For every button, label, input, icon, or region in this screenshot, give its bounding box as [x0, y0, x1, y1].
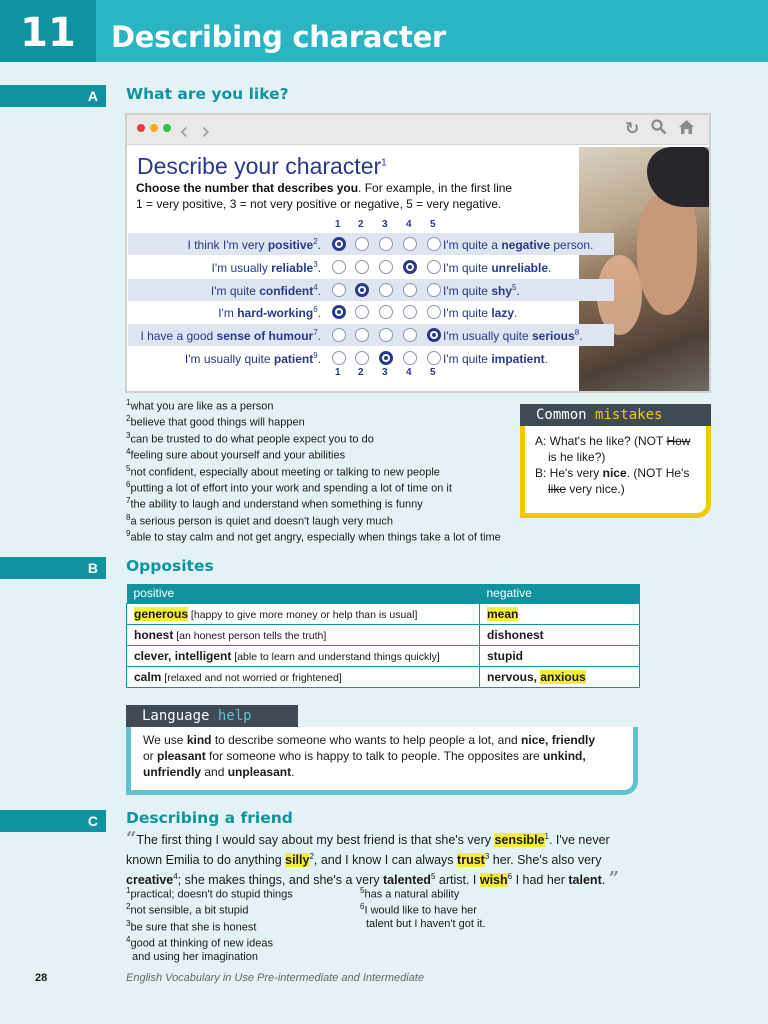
column-header-positive: positive	[127, 584, 480, 603]
scale-number-top: 2	[358, 219, 364, 230]
scale-number-bottom: 3	[382, 367, 388, 378]
rating-radio[interactable]	[379, 351, 393, 365]
book-title: English Vocabulary in Use Pre-intermediate and Intermediate	[126, 972, 424, 984]
positive-cell: generous [happy to give more money or help than is usual]	[127, 603, 480, 624]
scale-number-bottom: 2	[358, 367, 364, 378]
footnote-item: $^3$can be trusted to do what people expect you to do	[126, 430, 374, 446]
language-help-title: Language help	[126, 705, 298, 727]
rating-radio[interactable]	[427, 237, 441, 251]
unit-number: 11	[0, 0, 96, 62]
negative-cell: dishonest	[480, 624, 640, 645]
section-c-title: Describing a friend	[126, 809, 293, 827]
positive-cell: clever, intelligent [able to learn and understand things quickly]	[127, 645, 480, 666]
table-row	[127, 666, 640, 687]
rating-radio[interactable]	[427, 283, 441, 297]
quiz-row-negative: I'm quite unreliable.	[443, 260, 552, 275]
positive-cell: calm [relaxed and not worried or frightened]	[127, 666, 480, 687]
footnote-item: $^4$feeling sure about yourself and your abilities	[126, 447, 346, 462]
rating-radio[interactable]	[379, 237, 393, 251]
rating-radio[interactable]	[427, 305, 441, 319]
rating-radio[interactable]	[332, 351, 346, 365]
footnote-item: $^1$what you are like as a person	[126, 398, 274, 413]
column-header-negative: negative	[480, 584, 640, 603]
page-title: Describing character	[111, 20, 446, 54]
negative-cell: mean	[480, 603, 640, 624]
rating-radio[interactable]	[332, 283, 346, 297]
rating-radio[interactable]	[332, 260, 346, 274]
rating-radio[interactable]	[355, 305, 369, 319]
quiz-title: Describe your character$^1$	[137, 153, 387, 179]
quiz-row-negative: I'm quite a negative person.	[443, 238, 594, 252]
rating-radio[interactable]	[403, 283, 417, 297]
scale-number-top: 3	[382, 219, 388, 230]
table-row	[127, 624, 640, 645]
forward-icon[interactable]: ›	[201, 117, 211, 145]
quiz-row-positive: I have a good sense of humour$^7$.	[140, 328, 321, 344]
rating-radio[interactable]	[355, 260, 369, 274]
open-quote-icon: “	[126, 828, 137, 849]
rating-radio[interactable]	[403, 260, 417, 274]
negative-cell: nervous, anxious	[480, 666, 640, 687]
home-icon[interactable]	[678, 119, 695, 140]
footnote-item: $^9$able to stay calm and not get angry, especially when things take a lot of time	[126, 529, 501, 544]
footnote-item: $^2$not sensible, a bit stupid	[126, 902, 249, 918]
mistake-line-a: A: What's he like? (NOT How	[535, 434, 691, 448]
rating-radio[interactable]	[355, 237, 369, 251]
photo-man-face	[637, 195, 697, 315]
mistake-line-b2: like very nice.)	[548, 482, 625, 496]
quiz-row-positive: I'm usually quite patient$^9$.	[184, 351, 321, 366]
quiz-row-negative: I'm quite lazy.	[443, 306, 518, 321]
scale-number-bottom: 4	[406, 367, 412, 378]
negative-cell: stupid	[480, 645, 640, 666]
back-icon[interactable]: ‹	[179, 117, 189, 145]
rating-radio[interactable]	[403, 237, 417, 251]
browser-window	[125, 113, 711, 393]
footnote-item: $^7$the ability to laugh and understand when something is funny	[126, 496, 423, 512]
rating-radio[interactable]	[427, 351, 441, 365]
footnote-item: $^5$not confident, especially about meeting or talking to new people	[126, 463, 440, 479]
minimize-dot[interactable]	[150, 124, 158, 132]
footnote-item: $^2$believe that good things will happen	[126, 414, 305, 430]
footnote-item: $^3$be sure that she is honest	[126, 918, 257, 934]
section-a-tab: A	[0, 85, 106, 107]
footnote-item: $^5$has a natural ability	[360, 886, 460, 901]
quiz-row-positive: I'm hard-working$^6$.	[218, 305, 321, 321]
scale-number-top: 1	[335, 219, 341, 230]
search-icon[interactable]	[651, 119, 667, 140]
quiz-row-negative: I'm quite impatient.	[443, 352, 548, 366]
section-a-title: What are you like?	[126, 85, 289, 103]
rating-radio[interactable]	[379, 283, 393, 297]
rating-radio[interactable]	[403, 305, 417, 319]
rating-radio[interactable]	[427, 260, 441, 274]
common-mistakes-box	[520, 426, 711, 518]
quiz-row-negative: I'm quite shy$^5$.	[443, 282, 520, 298]
quiz-instruction-line2: 1 = very positive, 3 = not very positive or negative, 5 = very negative.	[136, 197, 502, 211]
scale-number-top: 5	[430, 219, 436, 230]
browser-toolbar	[127, 115, 709, 145]
rating-radio[interactable]	[355, 351, 369, 365]
common-mistakes-title: Common mistakes	[520, 404, 711, 426]
rating-radio[interactable]	[403, 351, 417, 365]
opposites-table	[126, 584, 640, 688]
friend-paragraph: “The first thing I would say about my best friend is that she's very sensible$^1$. I've never known Emilia to do anything silly$^2$, and I know I can always trust$^3$ her. She's also very creative$^4$; she makes things, and she's a very talented$^5$ artist. I wish$^6$ I had her talent. ”	[126, 828, 620, 890]
rating-radio[interactable]	[332, 237, 346, 251]
scale-number-top: 4	[406, 219, 412, 230]
positive-cell: honest [an honest person tells the truth]	[127, 624, 480, 645]
scale-number-bottom: 1	[335, 367, 341, 378]
language-help-box: We use kind to describe someone who wants to help people a lot, and nice, friendly or pleasant for someone who is happy to talk to people. The opposites are unkind, unfriendly and unpleasant.	[126, 727, 638, 795]
maximize-dot[interactable]	[163, 124, 171, 132]
table-row	[127, 603, 640, 624]
quiz-row-negative: I'm usually quite serious$^8$.	[443, 328, 583, 344]
rating-radio[interactable]	[332, 305, 346, 319]
footnote-item: $^4$good at thinking of new ideas and using her imagination	[126, 935, 273, 963]
page-number: 28	[35, 972, 48, 984]
rating-radio[interactable]	[379, 260, 393, 274]
rating-radio[interactable]	[379, 305, 393, 319]
section-b-tab: B	[0, 557, 106, 579]
close-quote-icon: ”	[608, 868, 620, 890]
footnote-item: $^8$a serious person is quiet and doesn't laugh very much	[126, 512, 394, 528]
footnote-item: $^6$putting a lot of effort into your work and spending a lot of time on it	[126, 480, 452, 495]
section-c-tab: C	[0, 810, 106, 832]
section-b-title: Opposites	[126, 557, 214, 575]
close-dot[interactable]	[137, 124, 145, 132]
quiz-row-positive: I'm quite confident$^4$.	[210, 282, 321, 298]
refresh-icon[interactable]: ↻	[625, 119, 640, 139]
mistake-line-a2: is he like?)	[548, 450, 606, 464]
quiz-row-positive: I think I'm very positive$^2$.	[187, 237, 321, 252]
mistake-line-b: B: He's very nice. (NOT He's	[535, 466, 690, 480]
scale-number-bottom: 5	[430, 367, 436, 378]
footnote-item: $^1$practical; doesn't do stupid things	[126, 886, 293, 901]
footnote-item: $^6$I would like to have her talent but I haven't got it.	[360, 902, 486, 931]
rating-radio[interactable]	[355, 283, 369, 297]
table-row	[127, 645, 640, 666]
quiz-instruction: Choose the number that describes you. For example, in the first line	[136, 181, 513, 195]
quiz-row-positive: I'm usually reliable$^3$.	[211, 259, 321, 275]
